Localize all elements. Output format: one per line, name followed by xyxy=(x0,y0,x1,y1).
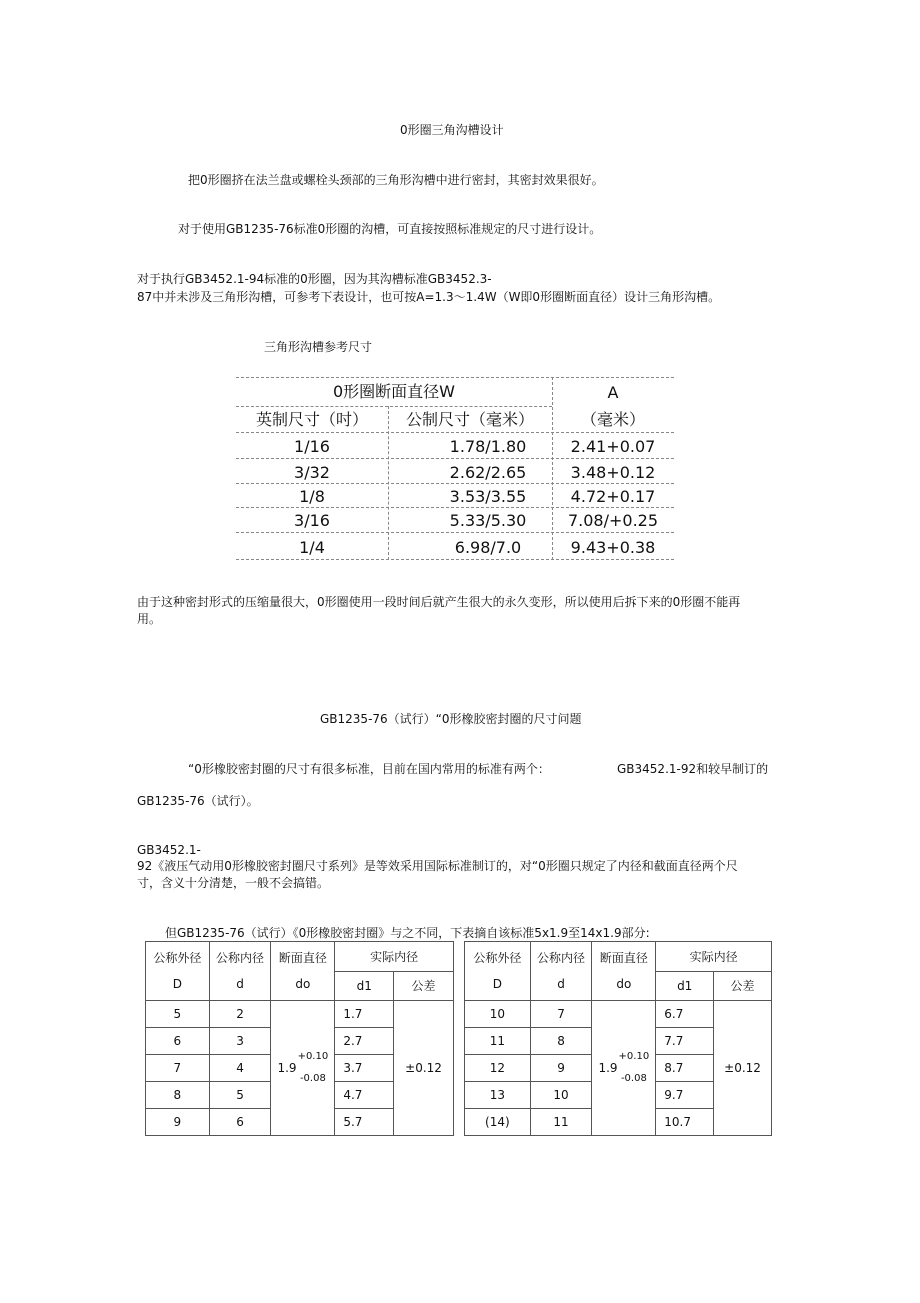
cell: 8 xyxy=(146,1082,210,1109)
ref-group-header: 0形圈断面直径W xyxy=(332,382,455,401)
ref-cell: 1.78/1.80 xyxy=(449,437,527,456)
ref-cell: 3.53/3.55 xyxy=(449,487,527,506)
paragraph-standards-c: GB1235-76（试行）。 xyxy=(137,794,259,808)
ref-cell: 6.98/7.0 xyxy=(454,538,522,557)
paragraph-gb3452-desc-line1: GB3452.1- xyxy=(137,843,201,857)
cell: 2 xyxy=(209,1001,271,1028)
paragraph-intro: 把0形圈挤在法兰盘或螺栓头颈部的三角形沟槽中进行密封，其密封效果很好。 xyxy=(188,173,604,187)
ref-cell: 3.48+0.12 xyxy=(570,463,656,482)
ref-cell: 7.08/+0.25 xyxy=(567,511,659,530)
cell: 7 xyxy=(530,1001,592,1028)
cell: 4 xyxy=(209,1055,271,1082)
cell: 6 xyxy=(209,1109,271,1136)
cell: 8 xyxy=(530,1028,592,1055)
paragraph-compression-line2: 用。 xyxy=(137,612,162,626)
paragraph-gb3452-line1: 对于执行GB3452.1-94标准的0形圈，因为其沟槽标准GB3452.3- xyxy=(137,272,492,286)
paragraph-gb3452-desc-line3: 寸，含义十分清楚，一般不会搞错。 xyxy=(137,876,330,890)
cell: 6 xyxy=(146,1028,210,1055)
tolerance-cell: ±0.12 xyxy=(714,1001,772,1136)
col-section-header: 断面直径 do xyxy=(592,942,656,1001)
cell: 6.7 xyxy=(656,1001,714,1028)
ref-cell: 1/8 xyxy=(299,487,325,506)
ref-cell: 4.72+0.17 xyxy=(570,487,656,506)
col-tol-header: 公差 xyxy=(714,971,772,1001)
page-title: 0形圈三角沟槽设计 xyxy=(400,123,504,137)
cell: 1.7 xyxy=(335,1001,394,1028)
cell: 10 xyxy=(465,1001,531,1028)
paragraph-standards-b: GB3452.1-92和较早制订的 xyxy=(617,762,769,776)
cell: 10.7 xyxy=(656,1109,714,1136)
tolerance-cell: ±0.12 xyxy=(394,1001,454,1136)
ref-cell: 3/32 xyxy=(294,463,330,482)
cell: 9 xyxy=(146,1109,210,1136)
cell: 5.7 xyxy=(335,1109,394,1136)
ref-table xyxy=(236,377,674,560)
col-actual-header: 实际内径 xyxy=(335,942,454,972)
cell: 11 xyxy=(465,1028,531,1055)
cell: 9.7 xyxy=(656,1082,714,1109)
col-inner-header: 公称内径 d xyxy=(530,942,592,1001)
detail-table-left xyxy=(145,941,454,1136)
paragraph-table-intro: 但GB1235-76（试行）《0形橡胶密封圈》与之不同，下表摘自该标准5x1.9至14x1.9部分: xyxy=(165,926,650,940)
cell: 5 xyxy=(146,1001,210,1028)
cell: 7.7 xyxy=(656,1028,714,1055)
ref-cell: 1/4 xyxy=(299,538,325,557)
section-diameter-cell: 1.9 +0.10 -0.08 xyxy=(592,1001,656,1136)
cell: 7 xyxy=(146,1055,210,1082)
cell: 3 xyxy=(209,1028,271,1055)
paragraph-gb1235: 对于使用GB1235-76标准0形圈的沟槽，可直接按照标准规定的尺寸进行设计。 xyxy=(178,222,602,236)
ref-cell: 5.33/5.30 xyxy=(449,511,527,530)
ref-cell: 1/16 xyxy=(294,437,330,456)
ref-col-metric: 公制尺寸（毫米） xyxy=(405,410,534,429)
cell: 9 xyxy=(530,1055,592,1082)
cell: 13 xyxy=(465,1082,531,1109)
paragraph-gb3452-desc-line2: 92《液压气动用0形橡胶密封圈尺寸系列》是等效采用国际标准制订的，对“0形圈只规定了内径和截面直径两个尺 xyxy=(137,859,738,873)
cell: 10 xyxy=(530,1082,592,1109)
paragraph-standards-a: “0形橡胶密封圈的尺寸有很多标准，目前在国内常用的标准有两个： xyxy=(188,762,550,776)
section-title: GB1235-76（试行）“0形橡胶密封圈的尺寸问题 xyxy=(320,712,582,726)
section-diameter-cell: 1.9 +0.10 -0.08 xyxy=(271,1001,335,1136)
paragraph-compression-line1: 由于这种密封形式的压缩量很大，0形圈使用一段时间后就产生很大的永久变形，所以使用后拆下来的0形圈不能再 xyxy=(137,595,741,609)
cell: 5 xyxy=(209,1082,271,1109)
ref-cell: 2.41+0.07 xyxy=(570,437,656,456)
ref-col-a-unit: （毫米） xyxy=(580,410,645,429)
ref-col-a: A xyxy=(607,383,619,402)
ref-col-inch: 英制尺寸（吋） xyxy=(255,410,368,429)
col-d1-header: d1 xyxy=(335,971,394,1001)
col-d1-header: d1 xyxy=(656,971,714,1001)
col-outer-header: 公称外径 D xyxy=(146,942,210,1001)
col-outer-header: 公称外径 D xyxy=(465,942,531,1001)
ref-cell: 9.43+0.38 xyxy=(570,538,656,557)
cell: 2.7 xyxy=(335,1028,394,1055)
paragraph-gb3452-line2: 87中并未涉及三角形沟槽，可参考下表设计，也可按A=1.3～1.4W（W即0形圈断面直径）设计三角形沟槽。 xyxy=(137,290,721,304)
cell: 8.7 xyxy=(656,1055,714,1082)
ref-cell: 2.62/2.65 xyxy=(449,463,527,482)
detail-table-right xyxy=(464,941,772,1136)
cell: 11 xyxy=(530,1109,592,1136)
cell: 4.7 xyxy=(335,1082,394,1109)
col-tol-header: 公差 xyxy=(394,971,454,1001)
cell: 12 xyxy=(465,1055,531,1082)
col-section-header: 断面直径 do xyxy=(271,942,335,1001)
cell: (14) xyxy=(465,1109,531,1136)
col-inner-header: 公称内径 d xyxy=(209,942,271,1001)
cell: 3.7 xyxy=(335,1055,394,1082)
col-actual-header: 实际内径 xyxy=(656,942,772,972)
ref-cell: 3/16 xyxy=(294,511,330,530)
ref-table-caption: 三角形沟槽参考尺寸 xyxy=(264,340,373,354)
